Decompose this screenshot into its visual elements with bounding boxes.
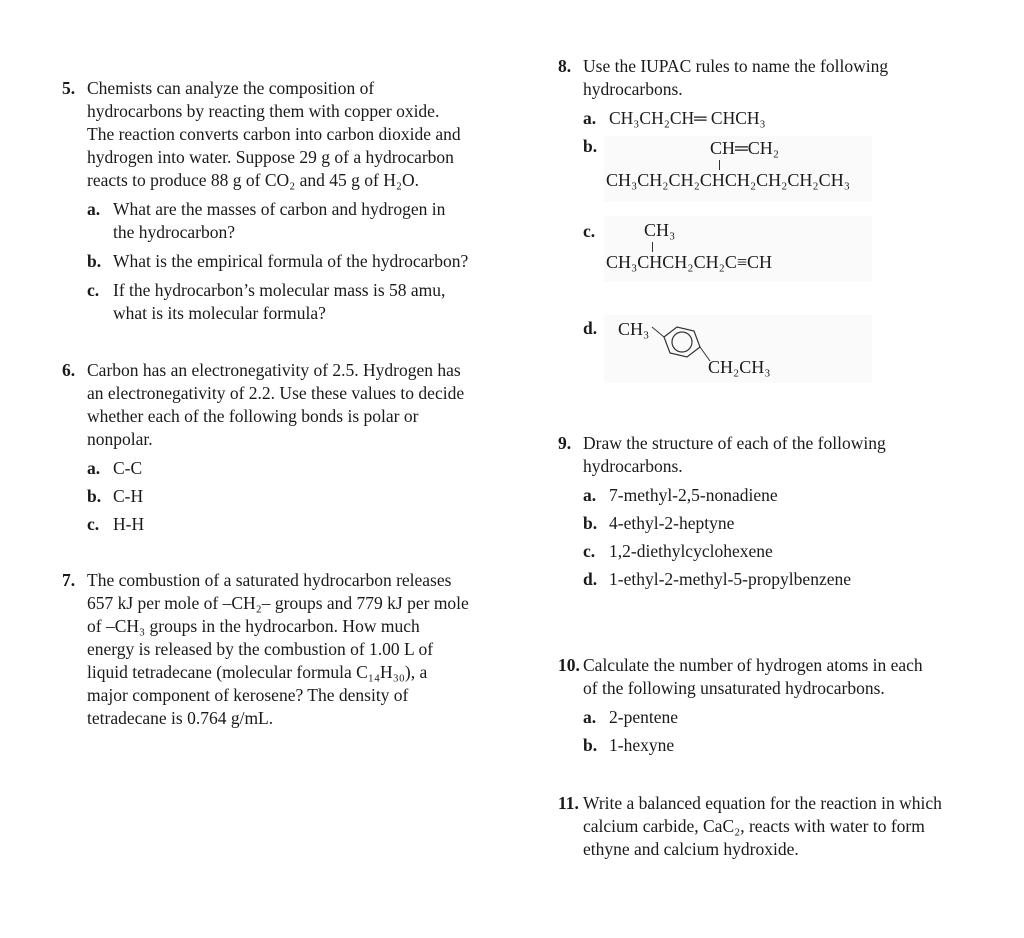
sub-question-a (583, 484, 998, 507)
text-line: hydrogen into water. Suppose 29 g of a hydrocarbon (87, 147, 454, 167)
branch-group: CH═CH₂ (710, 138, 780, 158)
question-number: 7. (62, 570, 76, 590)
text-line: Use the IUPAC rules to name the following (583, 56, 889, 76)
text-line: an electronegativity of 2.2. Use these values to decide (87, 383, 465, 403)
item-text: 2-pentene (609, 707, 678, 727)
item-label: c. (583, 541, 596, 561)
item-label-b: b. (583, 136, 598, 156)
item-label: c. (87, 280, 100, 300)
item-label: a. (583, 108, 597, 128)
text-line: major component of kerosene? The density of (87, 685, 409, 705)
text-line: What is the empirical formula of the hydrocarbon? (113, 251, 469, 271)
methyl-group: CH₃ (618, 319, 650, 339)
sub-question-c (87, 513, 532, 536)
item-label-c: c. (583, 221, 596, 241)
question-8 (558, 55, 998, 130)
item-text: 1-hexyne (609, 735, 675, 755)
item-label: b. (583, 735, 598, 755)
question-7 (62, 569, 532, 730)
question-number: 8. (558, 56, 572, 76)
text-line: 657 kJ per mole of –CH₂– groups and 779 kJ per mole (87, 593, 469, 613)
item-text: C-H (113, 486, 144, 506)
question-11 (558, 792, 998, 861)
structure-c (604, 216, 872, 282)
item-label: b. (87, 251, 102, 271)
sub-question-b (87, 485, 532, 508)
question-text (583, 432, 998, 478)
sub-question-a (87, 457, 532, 480)
bond-line (719, 160, 720, 170)
text-line: Draw the structure of each of the following (583, 433, 886, 453)
question-10 (558, 654, 998, 757)
text-line: hydrocarbons. (583, 79, 683, 99)
question-text (583, 792, 998, 861)
question-text (87, 359, 532, 451)
text-line: the hydrocarbon? (113, 222, 235, 242)
sub-question-b (583, 512, 998, 535)
text-line: calcium carbide, CaC₂, reacts with water to form (583, 816, 925, 836)
main-chain: CH₃CHCH₂CH₂C≡CH (606, 252, 773, 272)
item-text: 7-methyl-2,5-nonadiene (609, 485, 778, 505)
question-number: 11. (558, 793, 579, 813)
sub-question-a (583, 107, 998, 130)
question-text (87, 77, 532, 192)
item-label: c. (87, 514, 100, 534)
ethyl-group: CH₂CH₃ (708, 357, 771, 377)
question-5 (62, 77, 532, 325)
text-line: If the hydrocarbon’s molecular mass is 58 amu, (113, 280, 446, 300)
sub-question-d (583, 568, 998, 591)
question-text (87, 569, 532, 730)
item-label: a. (583, 485, 597, 505)
sub-question-c (87, 279, 532, 325)
text-line: What are the masses of carbon and hydrogen in (113, 199, 446, 219)
text-line: ethyne and calcium hydroxide. (583, 839, 799, 859)
item-label: d. (583, 569, 598, 589)
text-line: The reaction converts carbon into carbon dioxide and (87, 124, 461, 144)
text-line: liquid tetradecane (molecular formula C₁₄H₃₀), a (87, 662, 428, 682)
text-line: Calculate the number of hydrogen atoms in each (583, 655, 923, 675)
question-text (583, 654, 998, 700)
sub-question-a (583, 706, 998, 729)
text-line: what is its molecular formula? (113, 303, 326, 323)
item-text: H-H (113, 514, 145, 534)
text-line: reacts to produce 88 g of CO₂ and 45 g of H₂O. (87, 170, 419, 190)
question-number: 9. (558, 433, 572, 453)
item-text: C-C (113, 458, 143, 478)
structure-d (604, 315, 872, 383)
item-label-d: d. (583, 318, 598, 338)
item-label: b. (87, 486, 102, 506)
text-line: tetradecane is 0.764 g/mL. (87, 708, 274, 728)
text-line: whether each of the following bonds is polar or (87, 406, 419, 426)
text-line: hydrocarbons by reacting them with copper oxide. (87, 101, 440, 121)
question-6 (62, 359, 532, 536)
text-line: Write a balanced equation for the reaction in which (583, 793, 942, 813)
text-line: hydrocarbons. (583, 456, 683, 476)
question-number: 10. (558, 655, 580, 675)
text-line: The combustion of a saturated hydrocarbon releases (87, 570, 452, 590)
main-chain: CH₃CH₂CH₂CHCH₂CH₂CH₂CH₃ (606, 170, 850, 190)
text-line: energy is released by the combustion of 1.00 L of (87, 639, 434, 659)
text-line: Carbon has an electronegativity of 2.5. Hydrogen has (87, 360, 461, 380)
formula: CH₃CH₂CH═ CHCH₃ (609, 108, 766, 128)
question-9 (558, 432, 998, 591)
text-line: Chemists can analyze the composition of (87, 78, 375, 98)
item-label: b. (583, 513, 598, 533)
item-text: 1-ethyl-2-methyl-5-propylbenzene (609, 569, 851, 589)
sub-question-a (87, 198, 532, 244)
sub-question-c (583, 540, 998, 563)
item-label: a. (87, 458, 101, 478)
text-line: of –CH₃ groups in the hydrocarbon. How much (87, 616, 420, 636)
text-line: nonpolar. (87, 429, 153, 449)
branch-group: CH₃ (644, 220, 676, 240)
item-text: 1,2-diethylcyclohexene (609, 541, 773, 561)
text-line: of the following unsaturated hydrocarbons. (583, 678, 885, 698)
question-number: 5. (62, 78, 76, 98)
structure-b (604, 136, 872, 202)
sub-question-b (583, 734, 998, 757)
item-label: a. (583, 707, 597, 727)
item-label: a. (87, 199, 101, 219)
item-text: 4-ethyl-2-heptyne (609, 513, 735, 533)
sub-question-b (87, 250, 532, 273)
question-number: 6. (62, 360, 76, 380)
question-text (583, 55, 998, 101)
bond-line (652, 242, 653, 252)
